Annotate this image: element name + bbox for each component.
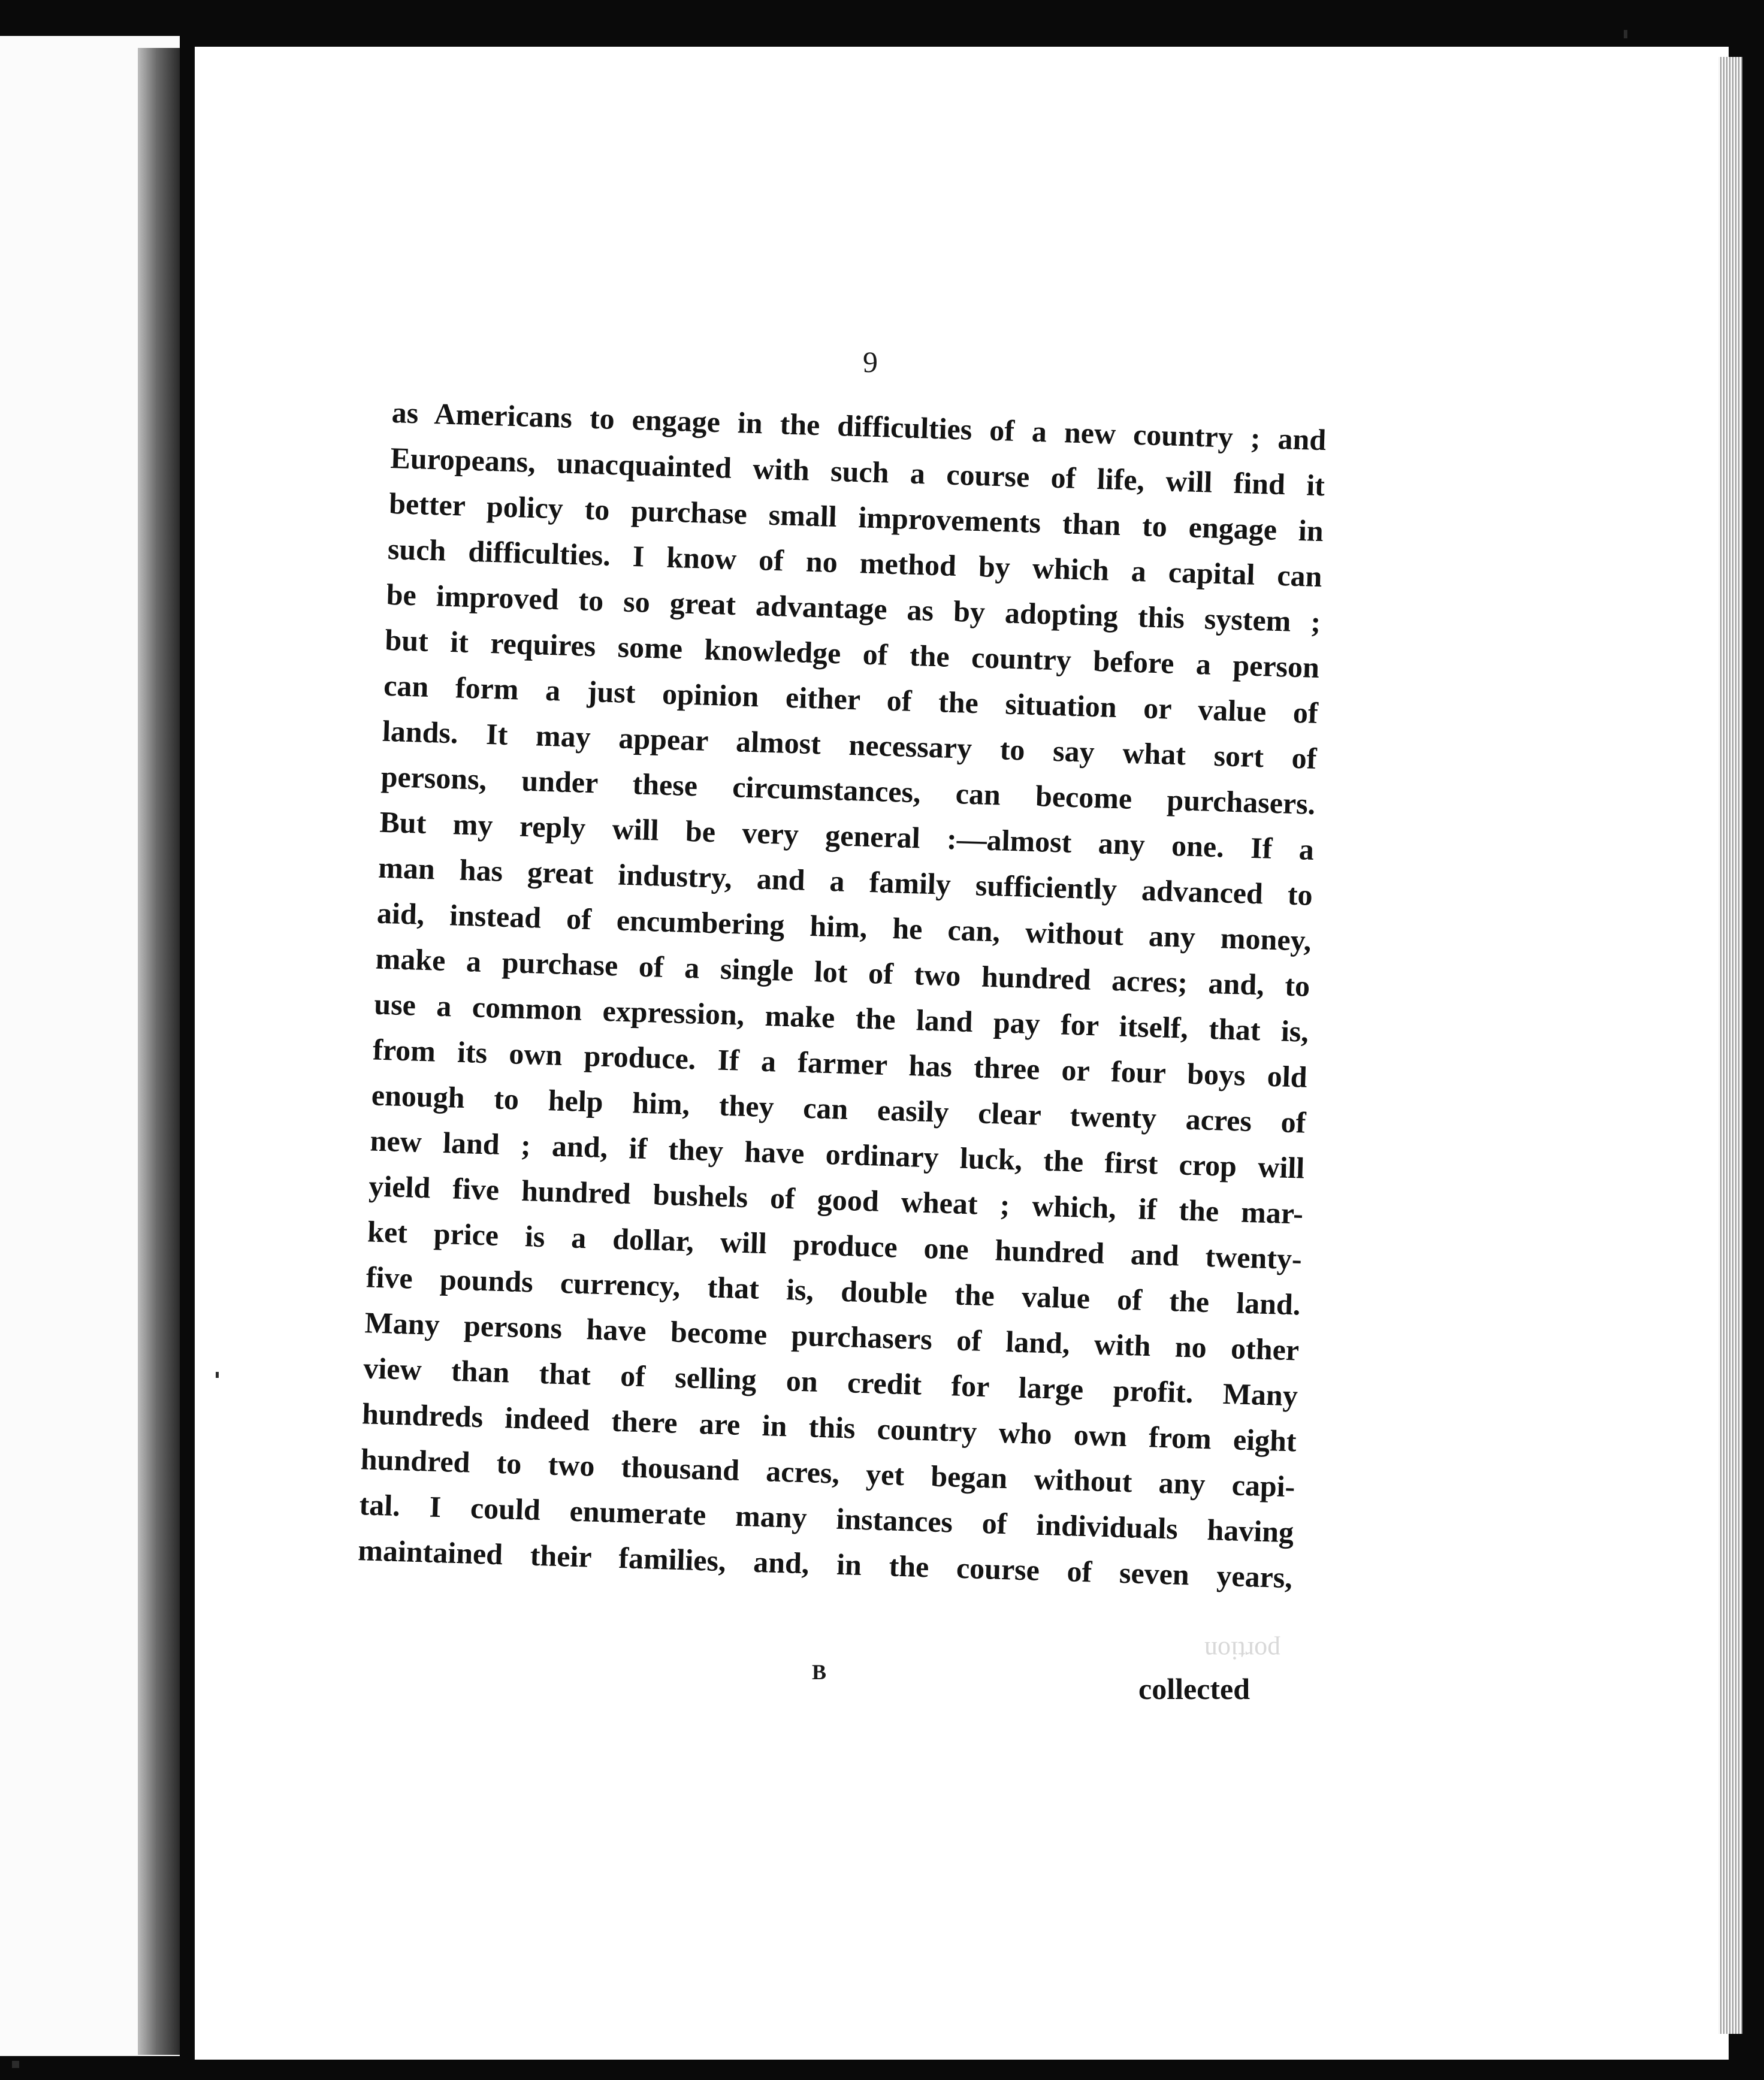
scan-speck bbox=[12, 2061, 19, 2068]
text-line: hundreds indeed there are in this country who own from eight bbox=[361, 1396, 1297, 1458]
page-body-text bbox=[357, 389, 1327, 1600]
text-line: from its own produce. If a farmer has three or four boys old bbox=[372, 1032, 1308, 1094]
text-line: hundred to two thousand acres, yet began without any capi- bbox=[360, 1442, 1296, 1504]
text-line: be improved to so great advantage as by adopting this system ; bbox=[386, 577, 1321, 639]
bleed-through-text: portion bbox=[1204, 1636, 1281, 1665]
text-line: use a common expression, make the land pay for itself, that is, bbox=[373, 987, 1309, 1048]
text-line: new land ; and, if they have ordinary luck, the first crop will bbox=[369, 1123, 1305, 1185]
page-number: 9 bbox=[863, 345, 878, 379]
catchword: collected bbox=[1138, 1672, 1250, 1706]
text-line: as Americans to engage in the difficulties of a new country ; and bbox=[391, 395, 1327, 457]
text-line: yield five hundred bushels of good wheat ; which, if the mar- bbox=[368, 1169, 1304, 1231]
text-line: aid, instead of encumbering him, he can, without any money, bbox=[376, 896, 1312, 957]
scan-speck bbox=[216, 1372, 219, 1378]
text-line: man has great industry, and a family sufficiently advanced to bbox=[377, 850, 1313, 912]
text-line: but it requires some knowledge of the country before a person bbox=[384, 622, 1320, 685]
text-line: five pounds currency, that is, double the value of the land. bbox=[366, 1260, 1301, 1322]
signature-mark: B bbox=[812, 1660, 827, 1684]
scan-speck bbox=[1624, 30, 1627, 38]
text-line: But my reply will be very general :—almost any one. If a bbox=[379, 805, 1315, 866]
text-line: can form a just opinion either of the situation or value of bbox=[383, 668, 1319, 730]
text-line: maintained their families, and, in the course of seven years, bbox=[357, 1533, 1293, 1595]
text-line: better policy to purchase small improvements than to engage in bbox=[388, 486, 1324, 548]
page-block-edge bbox=[1718, 57, 1742, 2034]
book-gutter-shadow bbox=[138, 48, 180, 2055]
text-line: lands. It may appear almost necessary to say what sort of bbox=[382, 714, 1318, 776]
text-line: tal. I could enumerate many instances of individuals having bbox=[358, 1488, 1294, 1549]
text-line: enough to help him, they can easily clear twenty acres of bbox=[371, 1078, 1307, 1139]
text-line: persons, under these circumstances, can become purchasers. bbox=[380, 759, 1316, 821]
text-line: ket price is a dollar, will produce one hundred and twenty- bbox=[367, 1214, 1303, 1276]
text-line: Europeans, unacquainted with such a course of life, will find it bbox=[389, 440, 1325, 503]
text-line: Many persons have become purchasers of land, with no other bbox=[364, 1305, 1300, 1367]
text-line: view than that of selling on credit for large profit. Many bbox=[363, 1351, 1298, 1413]
text-line: make a purchase of a single lot of two hundred acres; and, to bbox=[374, 941, 1310, 1003]
text-line: such difficulties. I know of no method by which a capital can bbox=[387, 531, 1323, 594]
